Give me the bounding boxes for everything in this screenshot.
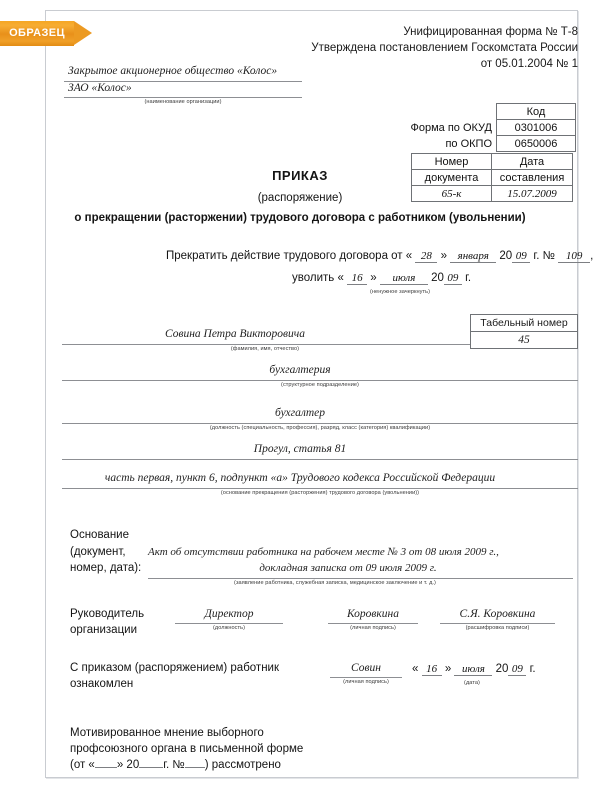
ack-label-line2: ознакомлен — [70, 678, 134, 690]
head-position-value: Директор — [204, 608, 254, 620]
sample-badge-arrow-icon — [74, 21, 92, 45]
head-signature-value: Коровкина — [346, 608, 400, 620]
doc-table-number-value: 65-к — [412, 186, 492, 202]
employee-position: бухгалтер — [274, 407, 326, 419]
basis-value-line1: Акт об отсутствии работника на рабочем месте № 3 от 08 июля 2009 г., — [148, 546, 499, 558]
page-subtitle: (распоряжение) — [257, 192, 343, 204]
employee-department-caption: (структурное подразделение) — [281, 382, 359, 388]
union-suffix: ) рассмотрено — [204, 759, 281, 771]
basis-label-line2: (документ, — [70, 546, 126, 558]
sample-badge-label: ОБРАЗЕЦ — [9, 27, 65, 39]
tabel-number-value: 45 — [471, 332, 578, 349]
head-decoding-rule — [440, 623, 555, 624]
dismissal-reason-caption: (основание прекращения (расторжения) трудового договора (увольнении)) — [220, 490, 420, 496]
dismissal-reason-rule-2 — [62, 488, 578, 489]
terminate-clause-line2 — [292, 272, 471, 285]
union-opinion-line2: профсоюзного органа в письменной форме — [70, 743, 304, 755]
terminate-caption: (ненужное зачеркнуть) — [369, 289, 431, 295]
dismiss-word: уволить — [292, 272, 335, 284]
ack-date-caption: (дата) — [464, 680, 480, 686]
doc-table-head-number: Номер — [412, 154, 492, 170]
terminate-year-suffix: г. № — [533, 250, 555, 262]
organization-rule-2 — [64, 97, 302, 98]
ack-signature-caption: (личная подпись) — [343, 679, 389, 685]
union-day-field[interactable] — [95, 767, 117, 768]
terminate-quote-close: » — [440, 250, 447, 262]
organization-full-name: Закрытое акционерное общество «Колос» — [68, 65, 278, 77]
dismiss-month-field[interactable]: июля — [380, 272, 428, 285]
employee-position-rule — [62, 423, 578, 424]
employee-department-rule — [62, 380, 578, 381]
code-table-header: Код — [497, 104, 576, 120]
union-opinion-line3 — [70, 759, 281, 771]
doc-table-head-date-2: составления — [492, 170, 573, 186]
employee-full-name: Совина Петра Викторовича — [164, 328, 306, 340]
doc-table-head-date: Дата — [492, 154, 573, 170]
page-title: ПРИКАЗ — [272, 168, 328, 183]
code-table-label-okpo: по ОКПО — [445, 137, 492, 150]
dismissal-reason-line2: часть первая, пункт 6, подпункт «а» Трудового кодекса Российской Федерации — [104, 472, 496, 484]
union-number-prefix: г. № — [163, 759, 185, 771]
terminate-comma: , — [590, 250, 594, 262]
ack-day-field[interactable]: 16 — [422, 663, 442, 676]
head-signature-rule — [328, 623, 418, 624]
dismiss-day-field[interactable]: 16 — [347, 272, 367, 285]
terminate-prefix: Прекратить действие трудового договора от — [166, 250, 403, 262]
doc-table-date-value: 15.07.2009 — [492, 186, 573, 202]
basis-caption: (заявление работника, служебная записка, медицинское заключение и т. д.) — [234, 580, 436, 586]
page-description: о прекращении (расторжении) трудового договора с работником (увольнении) — [74, 212, 526, 224]
dismiss-quote-open: « — [337, 272, 344, 284]
terminate-quote-open: « — [405, 250, 413, 262]
terminate-month-field[interactable]: января — [450, 250, 496, 263]
dismissal-reason-rule-1 — [62, 459, 578, 460]
terminate-contract-number-field[interactable]: 109 — [558, 250, 590, 263]
terminate-year-prefix: 20 — [499, 250, 513, 262]
terminate-clause-line1 — [166, 250, 593, 263]
head-label-line2: организации — [70, 624, 138, 636]
ack-month-field[interactable]: июля — [454, 663, 492, 676]
dismissal-reason-line1: Прогул, статья 81 — [253, 443, 347, 455]
dismiss-year-field[interactable]: 09 — [444, 272, 462, 285]
ack-quote-close: » — [444, 663, 452, 675]
basis-label-line3: номер, дата): — [70, 562, 142, 574]
union-year-field[interactable] — [139, 767, 163, 768]
dismiss-quote-close: » — [370, 272, 377, 284]
head-decoding-caption: (расшифровка подписи) — [465, 625, 530, 631]
organization-short-name: ЗАО «Колос» — [68, 82, 132, 94]
dismiss-year-prefix: 20 — [431, 272, 444, 284]
form-header-line1: Унифицированная форма № Т-8 — [403, 26, 578, 38]
doc-table-head-number-2: документа — [412, 170, 492, 186]
terminate-day-field[interactable]: 28 — [415, 250, 437, 263]
code-table-value-okpo: 0650006 — [497, 136, 576, 152]
ack-year-field[interactable]: 09 — [508, 663, 526, 676]
basis-value-line2: докладная записка от 09 июля 2009 г. — [259, 562, 437, 574]
union-from-prefix: (от « — [70, 759, 95, 771]
sample-badge — [0, 21, 92, 46]
ack-year-prefix: 20 — [495, 663, 509, 675]
head-position-caption: (должность) — [212, 625, 245, 631]
ack-signature-value: Совин — [351, 662, 381, 674]
employee-position-caption: (должность (специальность, профессия), разряд, класс (категория) квалификации) — [209, 425, 431, 431]
union-year-prefix: » 20 — [116, 759, 140, 771]
ack-year-suffix: г. — [529, 663, 536, 675]
ack-label-line1: С приказом (распоряжением) работник — [70, 662, 280, 674]
head-label-line1: Руководитель — [70, 608, 145, 620]
head-position-rule — [175, 623, 283, 624]
head-decoding-value: С.Я. Коровкина — [459, 608, 536, 620]
tabel-number-header: Табельный номер — [471, 315, 578, 332]
employee-name-rule — [62, 344, 470, 345]
head-signature-caption: (личная подпись) — [350, 625, 396, 631]
ack-signature-rule — [330, 677, 402, 678]
form-header-line2: Утверждена постановлением Госкомстата России — [311, 42, 578, 54]
employee-department: бухгалтерия — [269, 364, 331, 376]
union-number-field[interactable] — [185, 767, 205, 768]
code-table-value-okud: 0301006 — [497, 120, 576, 136]
code-table — [406, 103, 576, 152]
ack-quote-open: « — [412, 663, 419, 675]
form-header-line3: от 05.01.2004 № 1 — [480, 58, 578, 70]
ack-date-row — [412, 663, 536, 676]
employee-name-caption: (фамилия, имя, отчество) — [230, 346, 300, 352]
terminate-year-field[interactable]: 09 — [512, 250, 530, 263]
organization-caption: (наименование организации) — [144, 99, 222, 105]
basis-rule — [148, 578, 573, 579]
dismiss-year-suffix: г. — [465, 272, 472, 284]
code-table-label-okud: Форма по ОКУД — [410, 121, 492, 134]
union-opinion-line1: Мотивированное мнение выборного — [70, 727, 264, 739]
tabel-number-table — [470, 314, 578, 349]
basis-label-line1: Основание — [70, 529, 129, 541]
